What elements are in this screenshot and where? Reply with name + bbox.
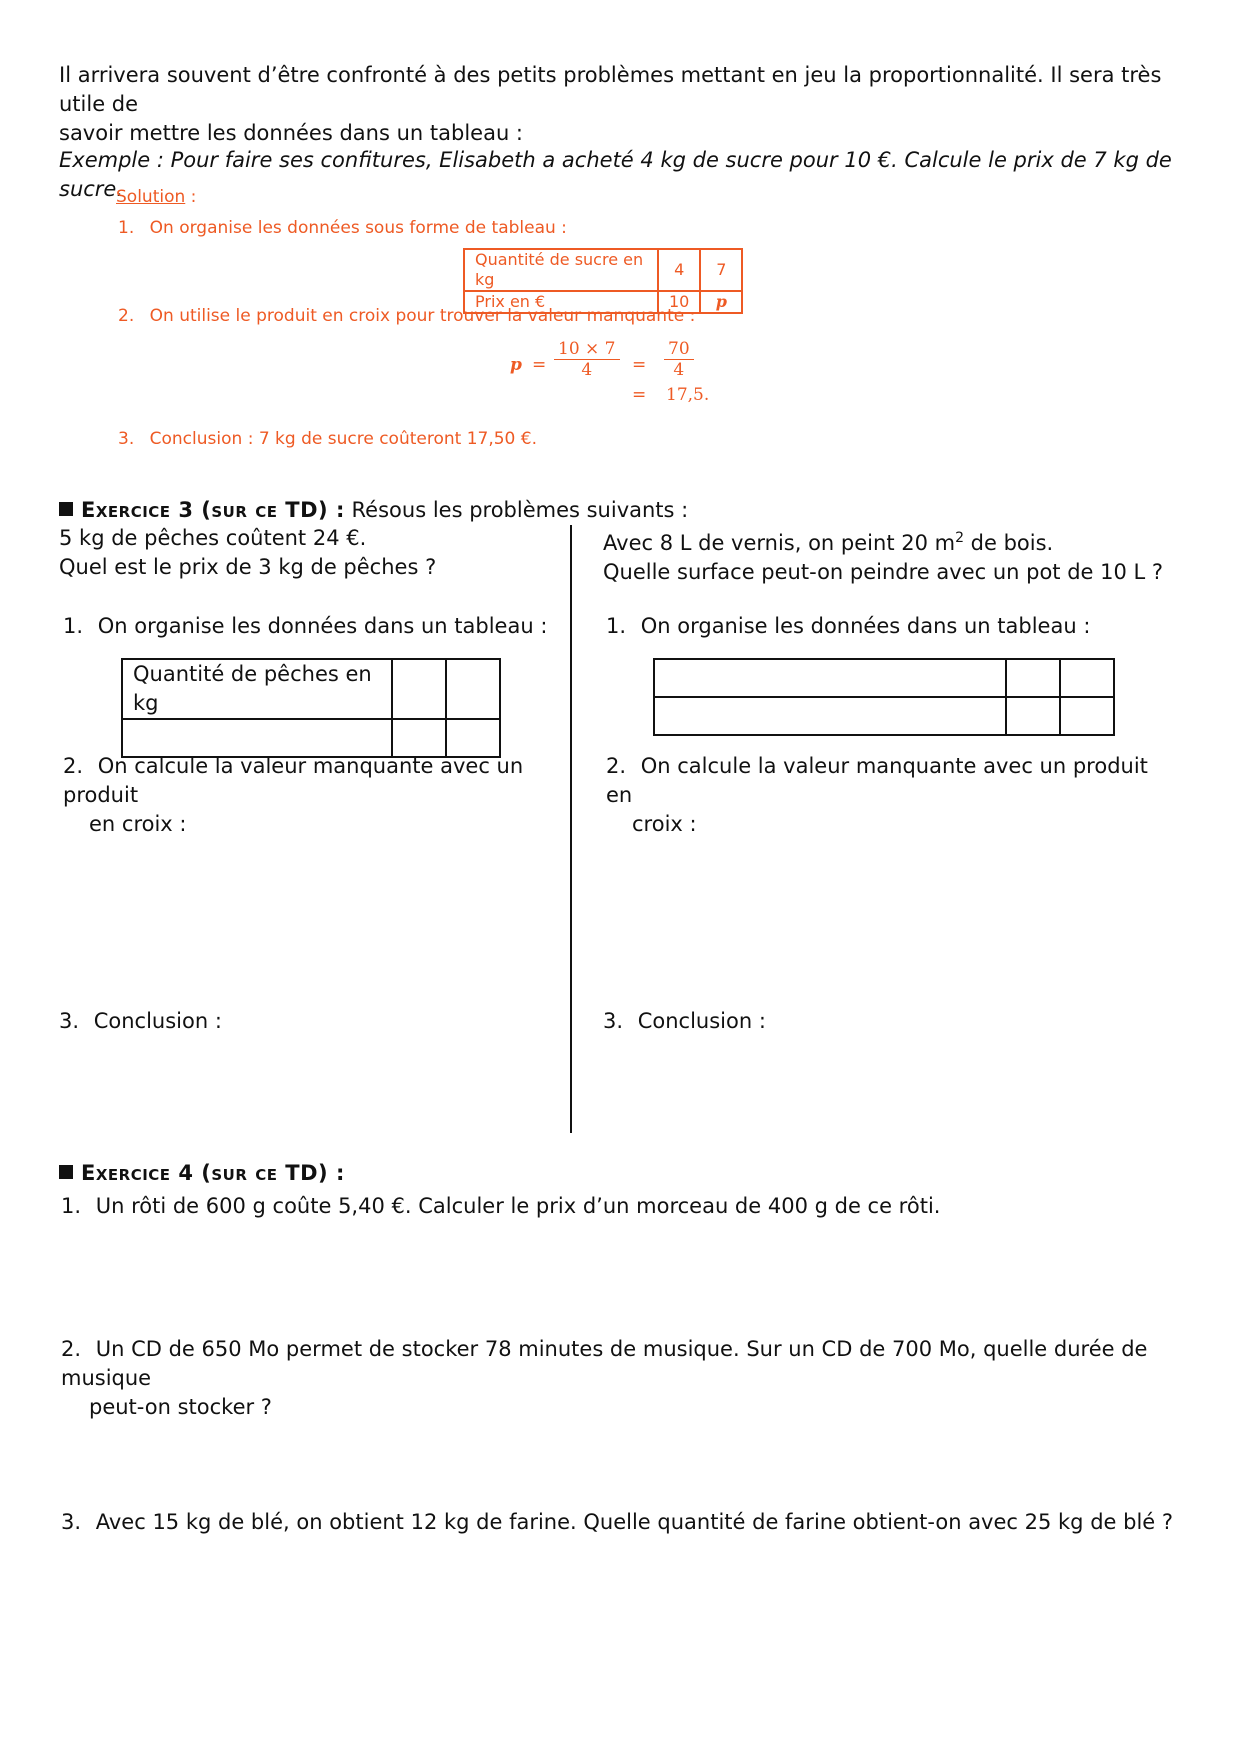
question-text: Un rôti de 600 g coûte 5,40 €. Calculer le prix d’un morceau de 400 g de ce rôti.	[95, 1194, 941, 1218]
table-cell: Quantité de sucre en kg	[464, 249, 658, 291]
table-cell: 7	[700, 249, 742, 291]
table-row	[122, 659, 500, 719]
step-number: 3.	[59, 1009, 80, 1033]
table-row	[654, 659, 1114, 697]
problem-left-statement	[59, 524, 436, 582]
step-text: On organise les données dans un tableau :	[97, 614, 548, 638]
right-data-table	[653, 658, 1115, 736]
exercise-3-instruction: Résous les problèmes suivants :	[344, 498, 689, 522]
step-number: 1.	[118, 218, 135, 238]
question-number: 1.	[61, 1194, 82, 1218]
statement-line: Quel est le prix de 3 kg de pêches ?	[59, 555, 437, 579]
left-step-2	[63, 752, 533, 839]
step-number: 2.	[63, 754, 84, 778]
table-cell: Prix en €	[464, 291, 658, 313]
fraction-2	[664, 339, 694, 380]
table-label-cell: Quantité de pêches en kg	[122, 659, 392, 719]
statement-text: de bois.	[964, 531, 1054, 555]
solution-colon: :	[185, 187, 197, 207]
question-number: 2.	[61, 1337, 82, 1361]
intro-paragraph	[59, 61, 1189, 148]
statement-line: 5 kg de pêches coûtent 24 €.	[59, 526, 367, 550]
column-divider	[570, 525, 572, 1133]
fraction-denominator: 4	[673, 360, 685, 380]
step-text: Conclusion :	[93, 1009, 222, 1033]
exercise-3-title: Exercice 3 (sur ce TD) :	[81, 498, 345, 522]
variable-p: p	[510, 355, 522, 375]
table-cell: 10	[658, 291, 700, 313]
exercise-4-title: Exercice 4 (sur ce TD) :	[81, 1161, 345, 1185]
calculation-result: 17,5.	[666, 385, 710, 405]
step-text: On calcule la valeur manquante avec un produit	[63, 754, 524, 807]
square-bullet-icon	[59, 1165, 73, 1179]
step-text-continued: en croix :	[89, 812, 187, 836]
fraction-1	[554, 339, 620, 380]
question-number: 3.	[61, 1510, 82, 1534]
step-text-continued: croix :	[632, 812, 697, 836]
right-step-1	[606, 612, 1090, 641]
equals-sign: =	[532, 355, 547, 375]
exercise-4-question-1	[61, 1192, 940, 1221]
fraction-denominator: 4	[581, 360, 593, 380]
solution-heading	[116, 186, 196, 208]
empty-input-cell[interactable]	[1060, 697, 1114, 735]
empty-input-cell[interactable]	[446, 659, 500, 719]
fraction-numerator: 10 × 7	[554, 339, 620, 360]
exercise-4-heading	[59, 1159, 345, 1188]
empty-input-cell[interactable]	[392, 659, 446, 719]
empty-input-cell[interactable]	[1060, 659, 1114, 697]
exercise-4-question-3	[61, 1508, 1173, 1537]
solution-step-1	[118, 217, 567, 239]
step-number: 2.	[606, 754, 627, 778]
cross-product-calculation	[510, 339, 710, 411]
exercise-3-heading	[59, 496, 688, 525]
superscript: 2	[955, 530, 964, 546]
intro-line-2: savoir mettre les données dans un tableau :	[59, 121, 523, 145]
left-step-1	[63, 612, 547, 641]
equals-sign: =	[632, 355, 647, 375]
example-statement: Exemple : Pour faire ses confitures, Elisabeth a acheté 4 kg de sucre pour 10 €. Calcule le prix de 7 kg de sucre.	[59, 148, 1172, 201]
left-data-table	[121, 658, 501, 758]
statement-text: Avec 8 L de vernis, on peint 20 m	[603, 531, 956, 555]
step-number: 2.	[118, 306, 135, 326]
solution-label: Solution	[116, 187, 186, 207]
intro-line-1: Il arrivera souvent d’être confronté à des petits problèmes mettant en jeu la proportionnalité. Il sera très utile de	[59, 63, 1162, 116]
solution-step-2	[118, 305, 695, 327]
empty-input-cell[interactable]	[654, 697, 1006, 735]
right-step-2	[606, 752, 1151, 839]
exercise-4-question-2	[61, 1335, 1201, 1422]
question-text: Un CD de 650 Mo permet de stocker 78 minutes de musique. Sur un CD de 700 Mo, quelle durée de musique	[61, 1337, 1148, 1390]
step-text: Conclusion : 7 kg de sucre coûteront 17,50 €.	[149, 429, 537, 449]
empty-input-cell[interactable]	[1006, 697, 1060, 735]
question-text: Avec 15 kg de blé, on obtient 12 kg de farine. Quelle quantité de farine obtient-on avec 25 kg de blé ?	[95, 1510, 1174, 1534]
table-row	[654, 697, 1114, 735]
fraction-numerator: 70	[664, 339, 694, 360]
step-number: 1.	[606, 614, 627, 638]
step-number: 3.	[603, 1009, 624, 1033]
step-text: On organise les données sous forme de tableau :	[149, 218, 567, 238]
equals-sign: =	[632, 385, 647, 405]
statement-line: Quelle surface peut-on peindre avec un pot de 10 L ?	[603, 560, 1164, 584]
step-text: On organise les données dans un tableau :	[640, 614, 1091, 638]
solution-step-3	[118, 428, 537, 450]
right-step-3	[603, 1007, 766, 1036]
statement-line	[603, 524, 1163, 558]
question-text-continued: peut-on stocker ?	[89, 1395, 272, 1419]
step-text: Conclusion :	[637, 1009, 766, 1033]
step-text: On calcule la valeur manquante avec un produit en	[606, 754, 1148, 807]
table-cell: 4	[658, 249, 700, 291]
empty-input-cell[interactable]	[1006, 659, 1060, 697]
step-text: On utilise le produit en croix pour trouver la valeur manquante :	[149, 306, 696, 326]
table-row	[464, 249, 742, 291]
left-step-3	[59, 1007, 222, 1036]
step-number: 3.	[118, 429, 135, 449]
step-number: 1.	[63, 614, 84, 638]
empty-input-cell[interactable]	[654, 659, 1006, 697]
square-bullet-icon	[59, 502, 73, 516]
problem-right-statement	[603, 524, 1163, 587]
table-cell: p	[700, 291, 742, 313]
